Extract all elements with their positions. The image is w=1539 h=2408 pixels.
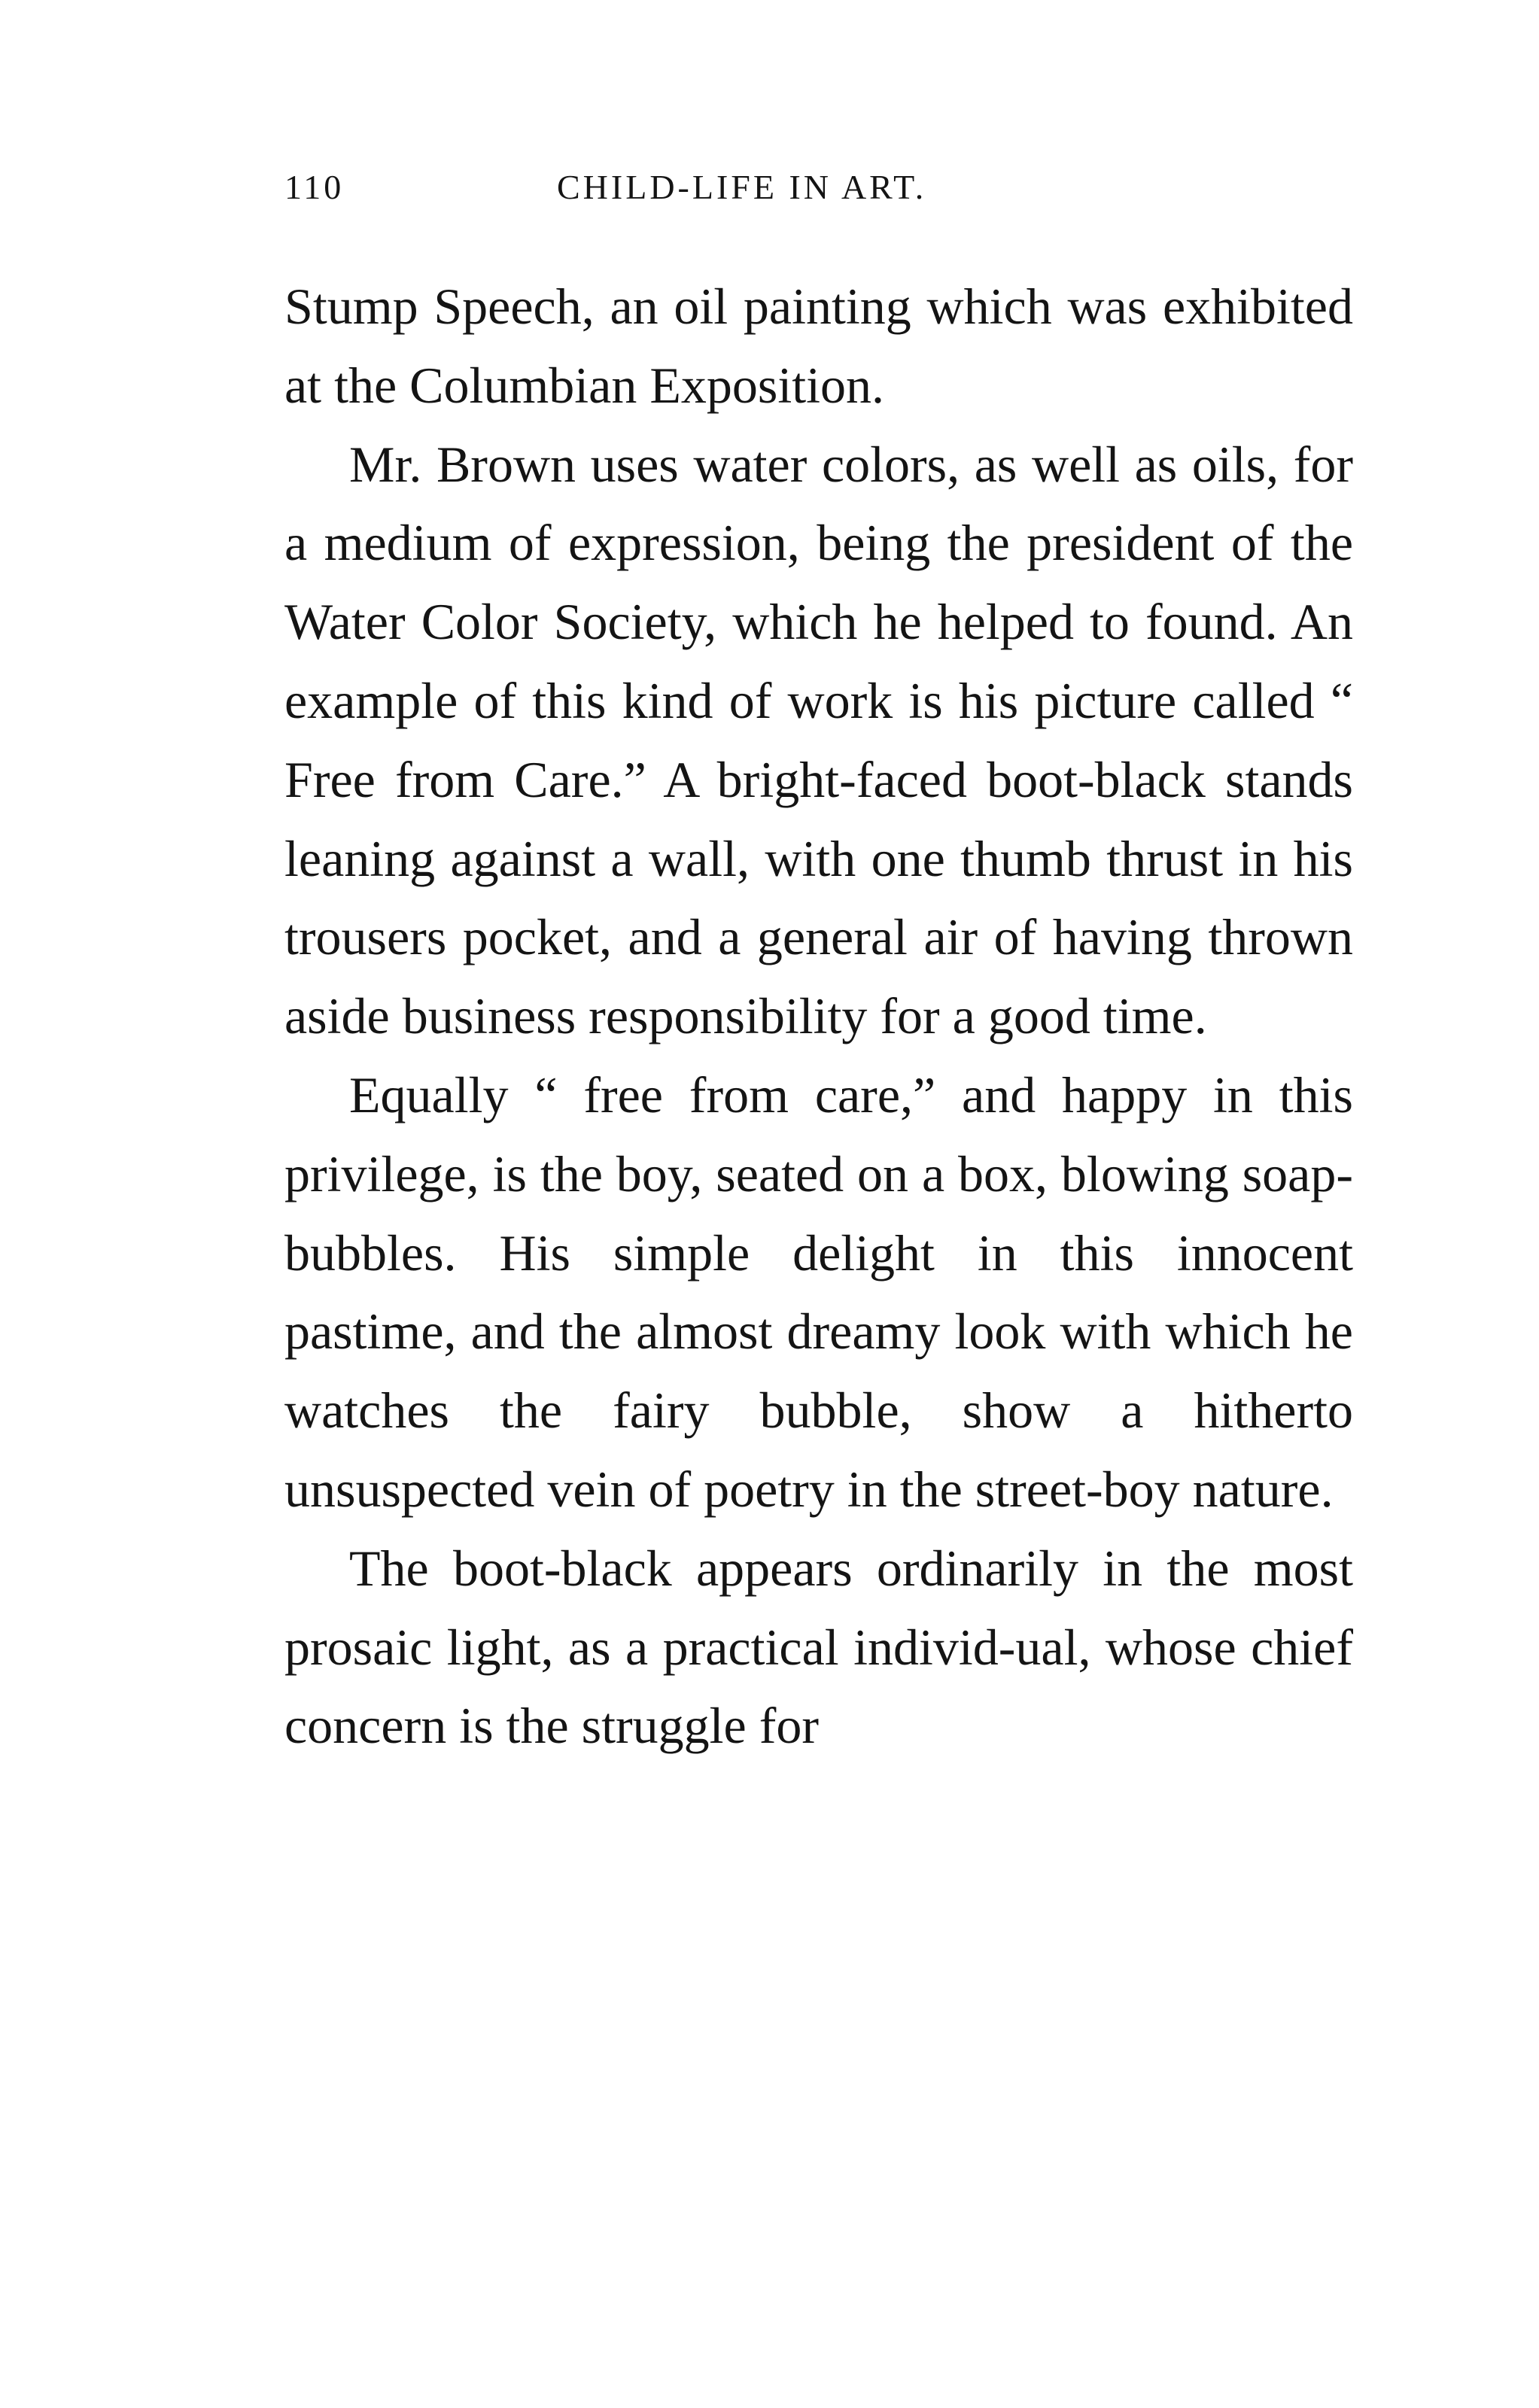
paragraph-boot-black: The boot-black appears ordinarily in the most prosaic light, as a practical individ-ual, whose chief concern is the struggle for [284, 1539, 1353, 1755]
page-number: 110 [284, 168, 345, 206]
paragraph-stump-speech: Stump Speech, an oil painting which was exhibited at the Columbian Exposition. [284, 278, 1353, 414]
running-head [284, 167, 1353, 212]
paragraph-water-colors: Mr. Brown uses water colors, as well as oils, for a medium of expression, being the president of the Water Color Society, which he helped to found. An example of this kind of work is his picture called “ Free from Care.” A bright-faced boot-black stands leaning against a wall, with one thumb thrust in his trousers pocket, and a general air of having thrown aside business responsibility for a good time. [284, 435, 1353, 1045]
running-title: CHILD-LIFE IN ART. [557, 168, 927, 206]
body-text [284, 267, 1353, 1765]
paragraph-soap-bubbles: Equally “ free from care,” and happy in this privilege, is the boy, seated on a box, blowing soap-bubbles. His simple delight in this innocent pastime, and the almost dreamy look with which he watches the fairy bubble, show a hitherto unsuspected vein of poetry in the street-boy nature. [284, 1066, 1353, 1518]
